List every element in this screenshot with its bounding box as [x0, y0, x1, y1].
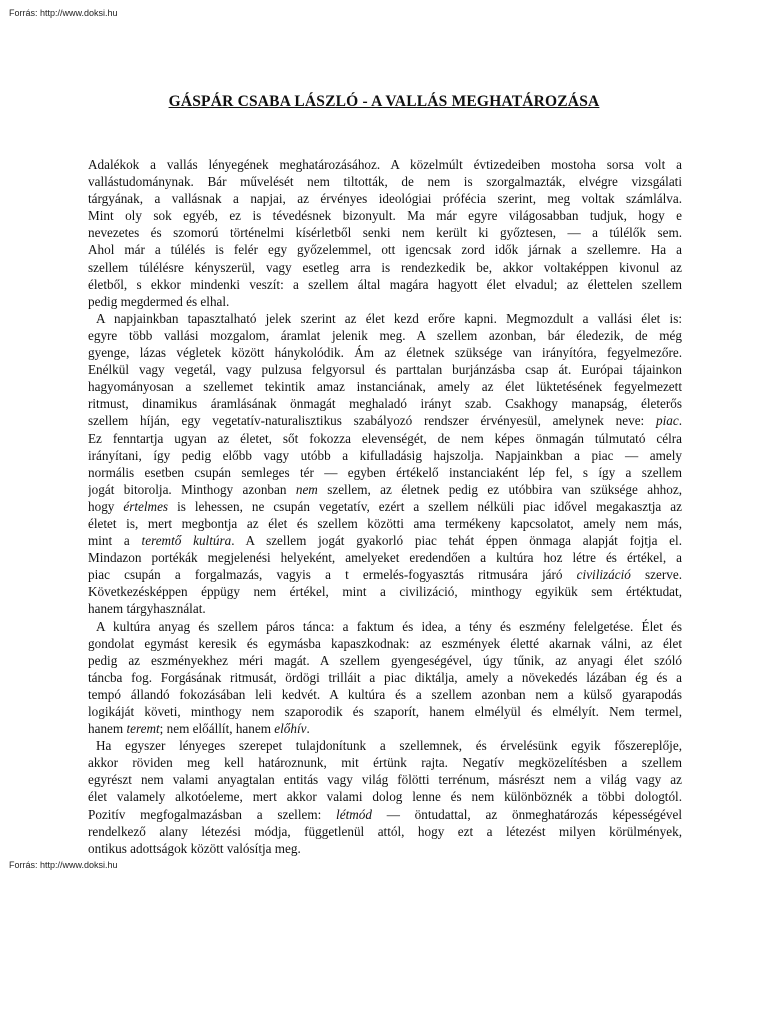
text-run: nevezetes és szomorú történelmi kísérletből senki nem került ki győztesen, — a túlélők sem. — [88, 225, 682, 241]
text-line — [88, 737, 682, 754]
text-run: hanem — [88, 721, 127, 737]
text-run: szellem, az életnek pedig ez utóbbira van szüksége ahhoz, — [317, 481, 682, 497]
text-line — [88, 840, 682, 857]
text-run: szellem híján, egy vegetatív-naturalisztikus szabályozó rendszer érvényesül, amelynek neve: — [88, 413, 656, 429]
text-line — [88, 293, 682, 310]
text-run: hogy — [88, 498, 124, 514]
text-line — [88, 224, 682, 241]
text-run: rendelkező alany létezési módja, függetlenül attól, hogy ezt a létezést milyen körülmények, — [88, 823, 682, 839]
text-line — [88, 207, 682, 224]
text-line — [88, 361, 682, 378]
text-run: Ha egyszer lényeges szerepet tulajdonítunk a szellemnek, és érvelésünk egyik főszereplője, — [96, 738, 682, 754]
text-run: normális esetben csupán semleges tér — egyben értékelő instanciaként lép fel, s így a szellem — [88, 464, 682, 480]
text-run: mint a — [88, 533, 142, 549]
text-line — [88, 156, 682, 173]
text-run: egyre több vallási mozgalom, áramlat jelenik meg. A szellem azonban, bár éledezik, de még — [88, 327, 682, 343]
text-run: piac csupán a forgalmazás, vagyis a t ermelés-fogyasztás ritmusára járó — [88, 567, 577, 583]
text-run: . — [306, 721, 310, 737]
text-run: . A szellem jogát gyakorló piac tehát éppen önmaga alapját fojtja el. — [231, 533, 682, 549]
text-run: pedig az eszményekhez méri magát. A szellem gyengeségével, úgy tűnik, az anyagi élet szóló — [88, 652, 682, 668]
text-run: Mindazon portékák megjelenési helyeként, amelyeket eredendően a kultúra hoz létre és értékel, a — [88, 550, 682, 566]
text-line — [88, 276, 682, 293]
text-line — [88, 310, 682, 327]
document-title: GÁSPÁR CSABA LÁSZLÓ - A VALLÁS MEGHATÁROZÁSA — [168, 93, 600, 110]
text-line — [88, 618, 682, 635]
emphasized-word: civilizáció — [576, 567, 631, 583]
text-line — [88, 720, 682, 737]
text-run: pedig megdermed és elhal. — [88, 293, 230, 309]
text-run: — öntudattal, az önmeghatározás képességével — [371, 806, 682, 822]
text-run: A napjainkban tapasztalható jelek szerint az élet kezd erőre kapni. Megmozdult a vallási élet is: — [96, 310, 682, 326]
text-run: vallástudománynak. Bár művelését nem tiltották, de nem is szorgalmazták, elvégre vizsgálati — [88, 174, 682, 190]
text-line — [88, 464, 682, 481]
text-line — [88, 532, 682, 549]
text-run: hagyományosan a szellemet tekintik amaz instanciának, amely az élet lüktetésének fegyelmezett — [88, 379, 682, 395]
text-line — [88, 549, 682, 566]
text-run: A kultúra anyag és szellem páros tánca: a faktum és idea, a tény és eszmény felelgetése. Élet és — [96, 618, 682, 634]
text-line — [88, 686, 682, 703]
text-run: szerve. — [630, 567, 682, 583]
text-run: jogát bitorolja. Minthogy azonban — [88, 481, 296, 497]
emphasized-word: teremt — [126, 721, 160, 737]
text-line — [88, 515, 682, 532]
text-line — [88, 635, 682, 652]
text-run: irányítani, így pedig előbb vagy utóbb a kifulladásig hajszolja. Napjainkban a piac — amely — [88, 447, 682, 463]
text-line — [88, 447, 682, 464]
text-run: tárgyának, a vallásnak a napjai, az érvényes ideológiai prófécia szerint, meg voltak számlálva. — [88, 191, 682, 207]
emphasized-word: értelmes — [123, 498, 169, 514]
text-line — [88, 600, 682, 617]
source-footer: Forrás: http://www.doksi.hu — [9, 860, 118, 870]
text-run: ritmust, dinamikus áramlásának önmagát meghaladó irányt szab. Csakhogy manapság, életerős — [88, 396, 682, 412]
text-run: Pozitív megfogalmazásban a szellem: — [88, 806, 337, 822]
text-line — [88, 788, 682, 805]
text-line — [88, 327, 682, 344]
text-run: ; nem előállít, hanem — [159, 721, 275, 737]
emphasized-word: előhív — [274, 721, 307, 737]
emphasized-word: nem — [295, 481, 318, 497]
text-run: egyrészt nem valami anyagtalan entitás vagy világ fölötti terrénum, másrészt nem a világ vagy az — [88, 772, 682, 788]
text-line — [88, 806, 682, 823]
text-run: Mint oly sok egyéb, ez is tévedésnek bizonyult. Ma már egyre világosabban tudjuk, hogy e — [88, 208, 682, 224]
text-line — [88, 378, 682, 395]
text-run: logikáját követi, minthogy nem szaporodik és szaporít, hanem elmélyül és elmélyít. Nem termel, — [88, 704, 682, 719]
text-run: táncba fog. Forgásának ritmusát, ördögi trilláit a piac diktálja, amely a növekedés lázában ég és a — [88, 669, 682, 685]
text-run: életet is, mert megbontja az élet és szellem közötti ama termékeny kapcsolatot, amely nem más, — [88, 515, 682, 531]
text-run: Ahol már a túlélés is felér egy győzelemmel, ott igencsak zord idők járnak a szellemre. Ha a — [88, 242, 682, 258]
text-line — [88, 412, 682, 429]
text-run: Ez fenntartja ugyan az életet, sőt fokozza elevenségét, de nem képes önmagán túlmutató célra — [88, 430, 682, 446]
text-run: akkor röviden meg kell határoznunk, mit értünk rajta. Negatív megközelítésben a szellem — [88, 755, 682, 771]
text-line — [88, 259, 682, 276]
text-line — [88, 823, 682, 840]
text-run: szellem túlélésre kényszerül, vagy esetleg arra is rendezkedik be, akkor voltaképpen kivonul az — [88, 259, 682, 275]
emphasized-word: teremtő kultúra — [141, 533, 232, 549]
text-run: hanem tárgyhasználat. — [88, 601, 206, 617]
text-line — [88, 498, 682, 515]
text-run: Adalékok a vallás lényegének meghatározásához. A közelmúlt évtizedeiben mostoha sorsa volt a — [88, 157, 682, 172]
text-line — [88, 173, 682, 190]
text-run: élet valamely alkotóeleme, mert akkor valami dolog lenne és nem különböznék a többi dologtól. — [88, 789, 682, 805]
emphasized-word: piac — [655, 413, 679, 429]
document-body — [88, 156, 682, 857]
text-line — [88, 430, 682, 447]
emphasized-word: létmód — [336, 806, 372, 822]
text-line — [88, 652, 682, 669]
text-line — [88, 395, 682, 412]
text-line — [88, 344, 682, 361]
text-run: tempó állandó fokozásában leli kedvét. A kultúra és a szellem azonban nem a külső gyarapodás — [88, 686, 682, 702]
text-line — [88, 669, 682, 686]
source-header: Forrás: http://www.doksi.hu — [9, 8, 118, 18]
text-line — [88, 190, 682, 207]
text-line — [88, 241, 682, 258]
text-run: gyenge, lázas végletek között hánykolódik. Ám az életnek szüksége van irányítóra, fegyelmezőre. — [88, 345, 682, 361]
text-run: életből, s ekkor mindenki veszít: a szellem által magára hagyott élet elvadul; az élettelen szellem — [88, 276, 682, 292]
text-line — [88, 481, 682, 498]
text-run: . — [678, 413, 682, 429]
text-run: Következésképpen éppügy nem értékel, mint a civilizáció, minthogy egyikük sem értéktudat, — [88, 584, 682, 600]
text-line — [88, 583, 682, 600]
text-line — [88, 771, 682, 788]
text-run: ontikus adottságok között valósítja meg. — [88, 840, 301, 856]
text-line — [88, 566, 682, 583]
text-line — [88, 754, 682, 771]
text-line — [88, 703, 682, 720]
text-run: gondolat egymást keresik és egymásba kapaszkodnak: az eszmények életté akarnak válni, az élet — [88, 635, 682, 651]
text-run: Enélkül vagy vegetál, vagy pulzusa felgyorsul és parttalan burjánzásba csap át. Európai tájainkon — [88, 362, 682, 378]
text-run: is lehessen, ne csupán vegetatív, ezért a szellem nélküli piac idővel megakasztja az — [168, 498, 682, 514]
